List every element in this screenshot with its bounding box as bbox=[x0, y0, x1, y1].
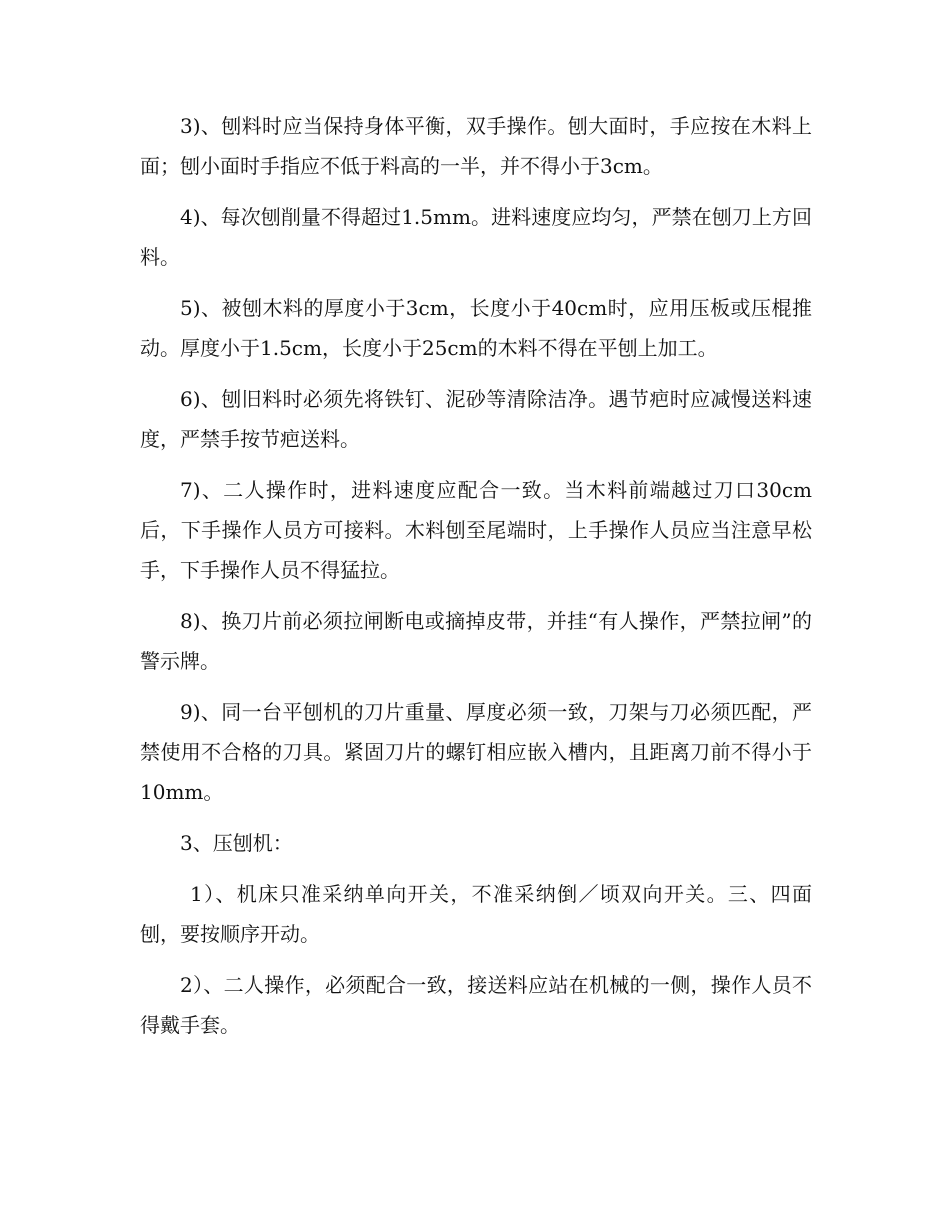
paragraph-small-workpiece: 5)、被刨木料的厚度小于3cm，长度小于40cm时，应用压板或压棍推动。厚度小于1.5cm，长度小于25cm的木料不得在平刨上加工。 bbox=[140, 296, 812, 360]
paragraph-blade-change: 8)、换刀片前必须拉闸断电或摘掉皮带，并挂“有人操作，严禁拉闸”的警示牌。 bbox=[140, 609, 812, 673]
paragraph-planing-balance: 3)、刨料时应当保持身体平衡，双手操作。刨大面时，手应按在木料上面；刨小面时手指应不低于料高的一半，并不得小于3cm。 bbox=[140, 114, 812, 178]
section-heading-thickness-planer: 3、压刨机： bbox=[180, 831, 293, 855]
document-body bbox=[140, 106, 812, 1056]
paragraph-switch-type: 1）、机床只准采纳单向开关，不准采纳倒／顷双向开关。三、四面刨，要按顺序开动。 bbox=[140, 882, 812, 946]
paragraph-old-material: 6)、刨旧料时必须先将铁钉、泥砂等清除洁净。遇节疤时应减慢送料速度，严禁手按节疤送料。 bbox=[140, 387, 812, 451]
paragraph-two-person-operation: 7)、二人操作时，进料速度应配合一致。当木料前端越过刀口30cm后，下手操作人员方可接料。木料刨至尾端时，上手操作人员应当注意早松手，下手操作人员不得猛拉。 bbox=[140, 478, 812, 582]
paragraph-cooperation: 2）、二人操作，必须配合一致，接送料应站在机械的一侧，操作人员不得戴手套。 bbox=[140, 973, 812, 1037]
paragraph-cut-depth: 4)、每次刨削量不得超过1.5mm。进料速度应均匀，严禁在刨刀上方回料。 bbox=[140, 205, 812, 269]
paragraph-blade-matching: 9)、同一台平刨机的刀片重量、厚度必须一致，刀架与刀必须匹配，严禁使用不合格的刀具。紧固刀片的螺钉相应嵌入槽内，且距离刀前不得小于10mm。 bbox=[140, 700, 812, 804]
